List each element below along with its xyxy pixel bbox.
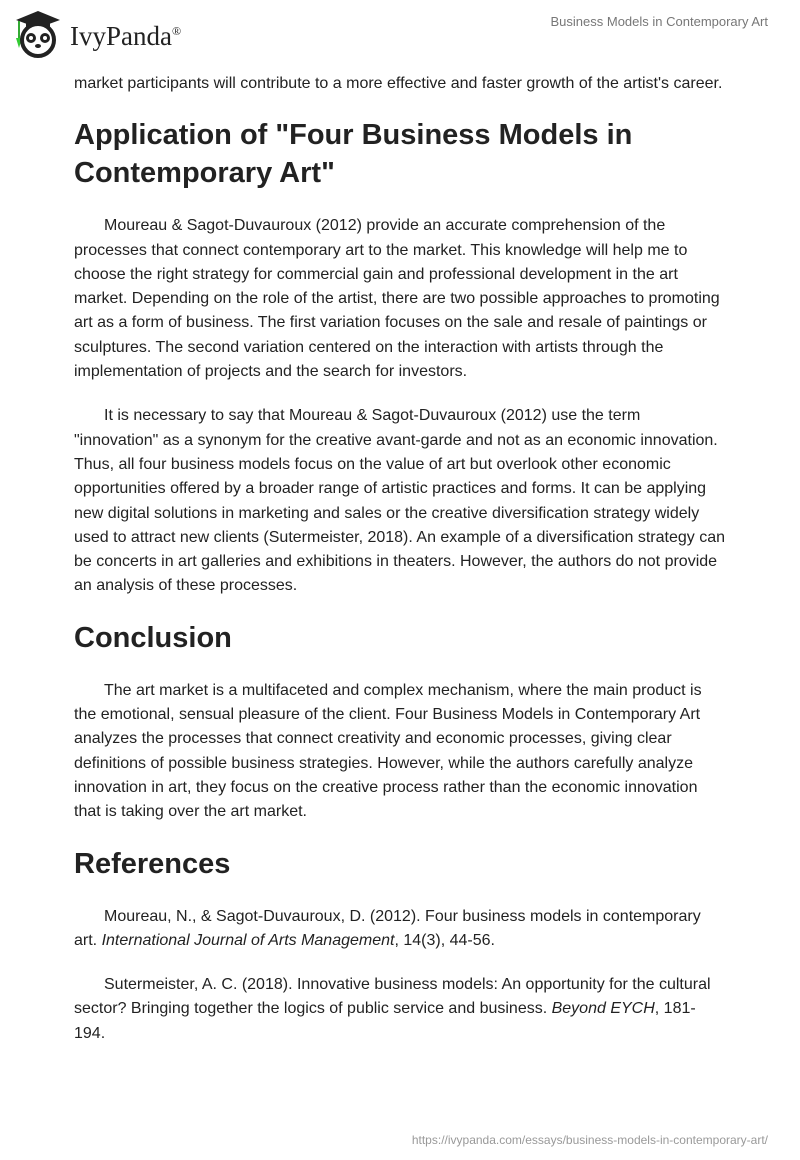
essay-body — [74, 72, 726, 1066]
paragraph: Moureau & Sagot-Duvauroux (2012) provide an accurate comprehension of the processes that connect contemporary art to the market. This knowledge will help me to choose the right strategy for commercial gain and professional development in the art market. Depending on the role of the artist, there are two possible approaches to promoting art as a form of business. The first variation focuses on the sale and resale of paintings or sculptures. The second variation centered on the interaction with artists through the implementation of projects and the search for investors. — [74, 217, 720, 381]
intro-paragraph: market participants will contribute to a more effective and faster growth of the artist's career. — [74, 75, 723, 92]
heading-conclusion: Conclusion — [74, 621, 232, 654]
panda-logo-icon — [12, 8, 64, 58]
brand-name: IvyPanda® — [70, 20, 182, 51]
ivypanda-logo[interactable] — [12, 8, 181, 58]
reference-item: Sutermeister, A. C. (2018). Innovative business models: An opportunity for the cultural sector? Bringing together the logics of public service and business. Beyond EYCH, 181-194. — [74, 976, 711, 1042]
paragraph: The art market is a multifaceted and complex mechanism, where the main product is the emotional, sensual pleasure of the client. Four Business Models in Contemporary Art analyzes the processes that connect creativity and economic processes, giving clear definitions of possible business strategies. However, while the authors carefully analyze innovation in art, they focus on the creative process rather than the economic innovation that is taking over the art market. — [74, 681, 702, 821]
reference-item: Moureau, N., & Sagot-Duvauroux, D. (2012). Four business models in contemporary art. International Journal of Arts Management, 14(3), 44-56. — [74, 907, 701, 949]
document-title: Business Models in Contemporary Art — [550, 14, 768, 29]
paragraph: It is necessary to say that Moureau & Sagot-Duvauroux (2012) use the term "innovation" as a synonym for the creative avant-garde and not as an economic innovation. Thus, all four business models focus on the value of art but overlook other economic opportunities offered by a broader range of artistic practices and forms. It can be applying new digital solutions in marketing and sales or the creative diversification strategy widely used to attract new clients (Sutermeister, 2018). An example of a diversification strategy can be concerts in art galleries and exhibitions in theaters. However, the authors do not provide an analysis of these processes. — [74, 407, 725, 595]
heading-application: Application of "Four Business Models in Contemporary Art" — [74, 119, 633, 190]
footer-url[interactable]: https://ivypanda.com/essays/business-models-in-contemporary-art/ — [411, 1133, 768, 1147]
heading-references: References — [74, 847, 231, 880]
